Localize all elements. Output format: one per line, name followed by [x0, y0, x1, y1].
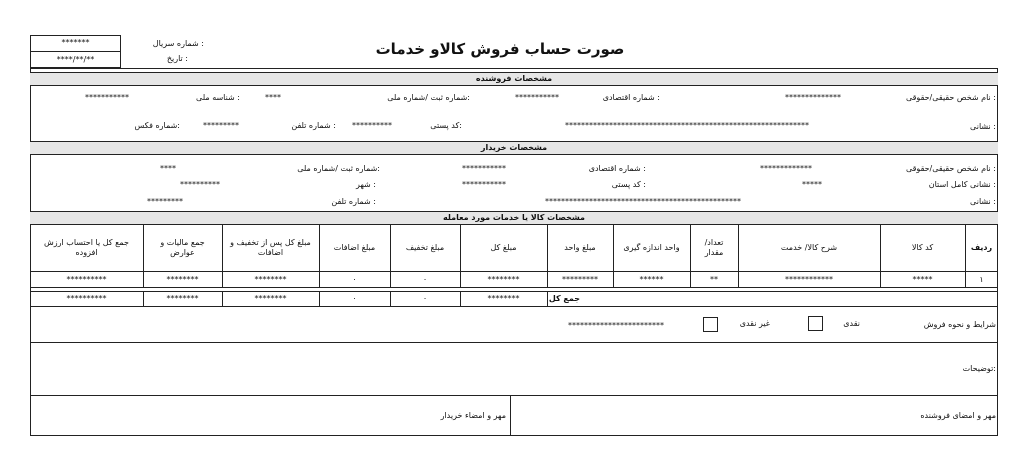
buyer-address-value: ************************************************* [545, 197, 741, 206]
row-quantity: ** [710, 274, 718, 284]
page-title: صورت حساب فروش کالاو خدمات [375, 40, 625, 58]
seller-name-value: ************** [785, 93, 841, 102]
buyer-postal-value: *********** [462, 180, 506, 189]
total-additions: ۰ [352, 294, 357, 303]
buyer-reg-label: شماره ثبت /شماره ملی: [297, 164, 380, 173]
noncash-label: غیر نقدی [739, 319, 770, 328]
row-after-discount: ******** [254, 274, 287, 284]
buyer-phone-label: شماره تلفن : [331, 197, 376, 206]
buyer-phone-value: ********* [147, 197, 183, 206]
date-value: ****/**/** [56, 55, 95, 64]
row-grand-total: ********** [66, 274, 107, 284]
notes-bottom [30, 395, 998, 396]
seller-section-title: مشخصات فروشنده [475, 74, 553, 83]
col-header-quantity: تعداد/ مقدار [704, 238, 724, 257]
row-description: ************ [785, 274, 833, 284]
seller-econ-value: *********** [515, 93, 559, 102]
buyer-city-value: ********** [180, 180, 220, 189]
seller-national-value: *********** [85, 93, 129, 102]
row-total: ******** [487, 274, 520, 284]
seller-postal-value: ********** [352, 121, 392, 130]
col-header-description: شرح کالا/ خدمت [780, 243, 838, 252]
row-unit: ****** [639, 274, 664, 284]
items-section-title: مشخصات کالا یا خدمات مورد معامله [443, 213, 585, 222]
buyer-province-label: نشانی کامل استان : [928, 180, 996, 189]
terms-bottom [30, 342, 998, 343]
seller-postal-label: کد پستی: [430, 121, 462, 130]
seller-econ-label: شماره اقتصادی : [602, 93, 660, 102]
serial-date-divider [30, 51, 121, 52]
seller-address-value: ************************************************************* [565, 121, 809, 130]
notes-label: توضیحات: [962, 364, 996, 373]
col-header-unit-price: مبلغ واحد [564, 243, 596, 252]
terms-label: شرایط و نحوه فروش [923, 320, 996, 329]
date-label: تاریخ : [166, 54, 188, 63]
serial-value: ******* [61, 38, 90, 47]
col-header-tax: جمع مالیات و عوارض [160, 238, 205, 257]
seller-phone-value: ********* [203, 121, 239, 130]
col-header-grand-total: جمع کل یا احتساب ارزش افزوده [44, 238, 129, 257]
buyer-postal-label: کد پستی : [611, 180, 646, 189]
col-header-additions: مبلغ اضافات [333, 243, 376, 252]
col-header-after-discount: مبلغ کل پس از تخفیف و اضافات [230, 238, 311, 257]
buyer-signature-label: مهر و امضاء خریدار [440, 411, 506, 420]
items-total-bottom [30, 306, 998, 307]
row-unit-price: ********* [562, 274, 598, 284]
seller-address-label: نشانی : [970, 122, 996, 131]
total-discount: ۰ [422, 294, 428, 303]
buyer-reg-value: **** [160, 164, 176, 173]
seller-fax-label: شماره فکس: [134, 121, 180, 130]
terms-value: ************************ [568, 321, 664, 330]
cash-label: نقدی [843, 319, 860, 328]
total-label: جمع کل [548, 294, 580, 303]
buyer-name-value: ************* [760, 164, 812, 173]
col-header-unit: واحد اندازه گیری [623, 243, 680, 252]
seller-phone-label: شماره تلفن : [291, 121, 336, 130]
buyer-econ-label: شماره اقتصادی : [588, 164, 646, 173]
cash-checkbox[interactable] [808, 316, 823, 331]
row-code: ***** [912, 274, 933, 284]
row-discount: ۰ [422, 274, 428, 284]
row-number: ۱ [979, 274, 984, 284]
signature-divider [510, 395, 511, 436]
seller-reg-label: شماره ثبت /شماره ملی: [387, 93, 470, 102]
seller-national-label: شناسه ملی : [196, 93, 240, 102]
total-total: ******** [487, 294, 520, 303]
serial-label: شماره سریال : [152, 39, 204, 48]
buyer-econ-value: *********** [462, 164, 506, 173]
col-header-row-number: ردیف [970, 243, 993, 252]
row-additions: ۰ [352, 274, 357, 284]
col-header-code: کد کالا [911, 243, 934, 252]
col-header-total: مبلغ کل [490, 243, 517, 252]
buyer-section-title: مشخصات خریدار [480, 143, 548, 152]
row-tax: ******** [166, 274, 199, 284]
items-row-bottom [30, 287, 998, 288]
total-grand-total: ********** [66, 294, 107, 303]
buyer-province-value: ***** [802, 180, 822, 189]
col-header-discount: مبلغ تخفیف [405, 243, 445, 252]
noncash-checkbox[interactable] [703, 317, 718, 332]
seller-signature-label: مهر و امضای فروشنده [920, 411, 996, 420]
seller-reg-value: **** [265, 93, 281, 102]
seller-name-label: نام شخص حقیقی/حقوقی : [905, 93, 996, 102]
total-after-discount: ******** [254, 294, 287, 303]
buyer-address-label: نشانی : [970, 197, 996, 206]
buyer-city-label: شهر : [355, 180, 376, 189]
buyer-name-label: نام شخص حقیقی/حقوقی : [905, 164, 996, 173]
total-tax: ******** [166, 294, 199, 303]
